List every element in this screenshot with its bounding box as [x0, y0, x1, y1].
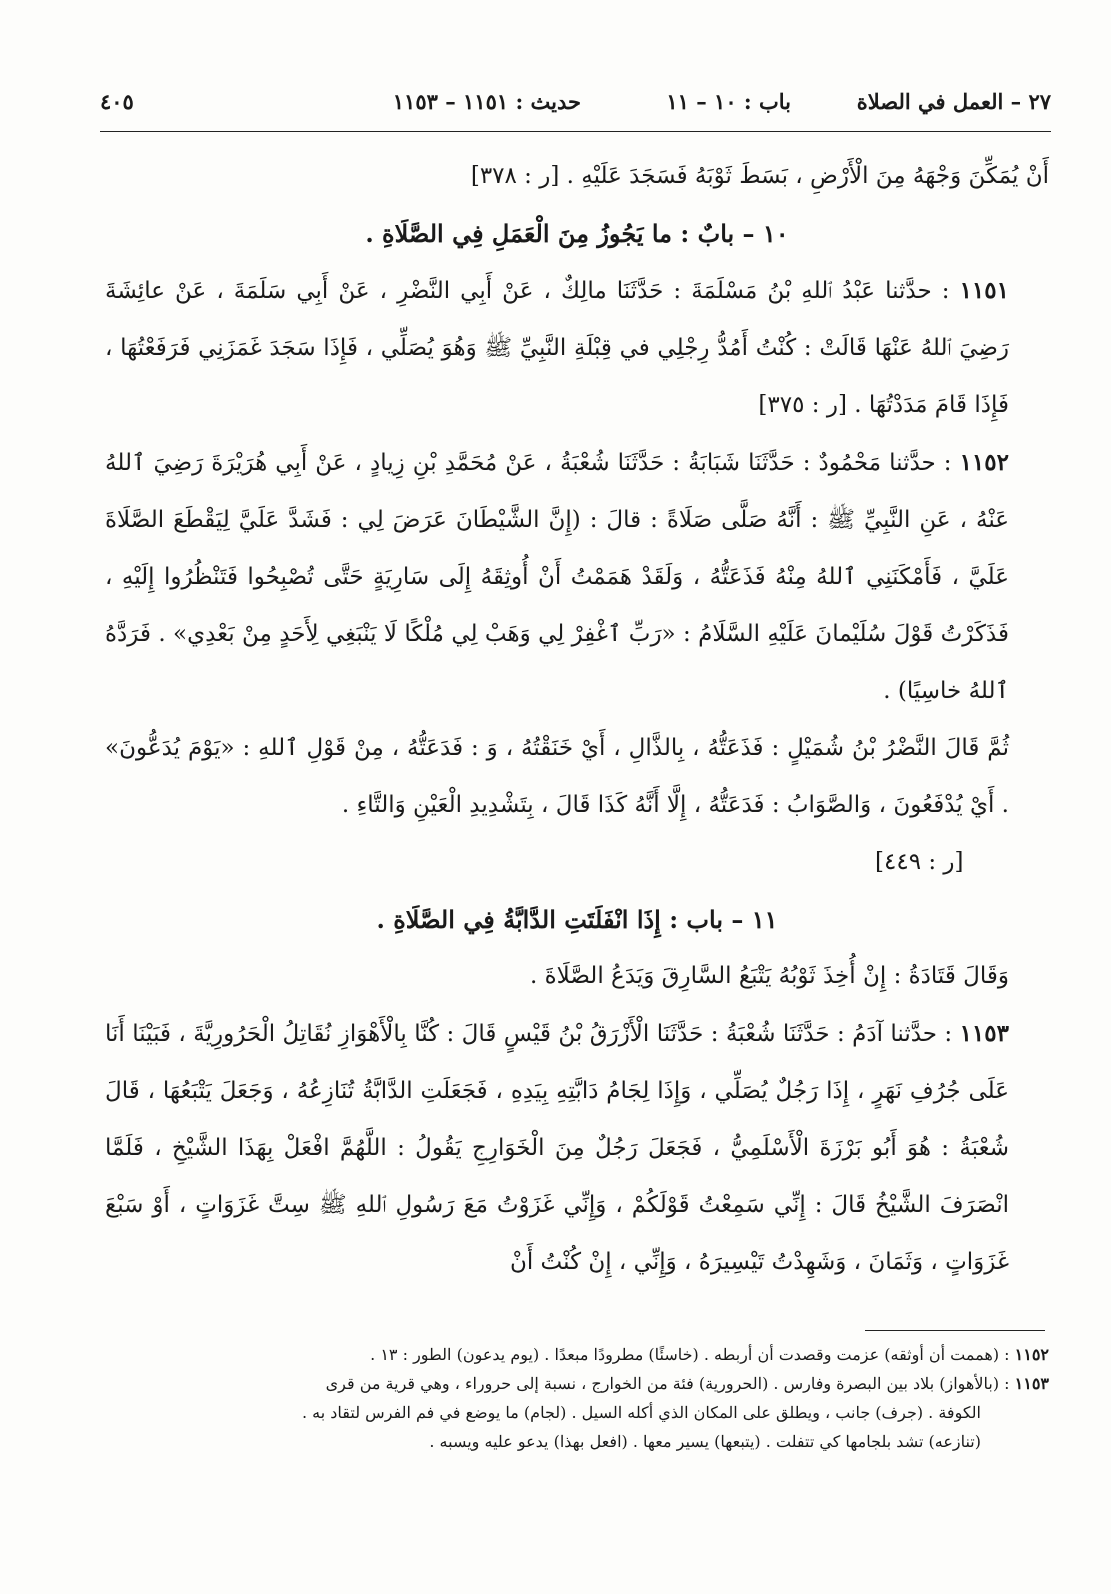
hadith-1153-text: : حدَّثنا آدَمُ : حَدَّثَنَا شُعْبَةُ : حَدَّثَنَا الْأَزْرَقُ بْنُ قَيْسٍ قَالَ : كُنَّا بِالْأَهْوَازِ نُقَاتِلُ الْحَرُورِيَّةَ ، فَبَيْنَا أَنَا عَلَى جُرُفِ نَهَرٍ ، إِذَا رَجُلٌ يُصَلِّي ، وَإِذَا لِجَامُ دَابَّتِهِ بِيَدِهِ ، فَجَعَلَتِ الدَّابَّةُ تُنَازِعُهُ ، وَجَعَلَ يَتْبَعُهَا ، قَالَ شُعْبَةُ : هُوَ أَبُو بَرْزَةَ الْأَسْلَمِيُّ ، فَجَعَلَ رَجُلٌ مِنَ الْخَوَارِجِ يَقُولُ : اللَّهُمَّ افْعَلْ بِهَذَا الشَّيْخِ ، فَلَمَّا انْصَرَفَ الشَّيْخُ قَالَ : إِنِّي سَمِعْتُ قَوْلَكُمْ ، وَإِنِّي غَزَوْتُ مَعَ رَسُولِ ٱللهِ ﷺ سِتَّ غَزَوَاتٍ ، أَوْ سَبْعَ غَزَوَاتٍ ، وَثَمَانَ ، وَشَهِدْتُ تَيْسِيرَهُ ، وَإِنِّي ، إِنْ كُنْتُ أَنْ: [105, 1021, 1009, 1275]
nadr-reference: [105, 834, 1049, 891]
intro-line: أَنْ يُمَكِّنَ وَجْهَهُ مِنَ الْأَرْضِ ، بَسَطَ ثَوْبَهُ فَسَجَدَ عَلَيْهِ . [ر : ٣٧٨]: [470, 163, 1049, 189]
hadith-1152: [105, 434, 1049, 720]
nadr-reference-text: [ر : ٤٤٩]: [875, 849, 964, 875]
hadith-1153: [105, 1005, 1049, 1291]
bab-10-title: ١٠ – بابٌ : ما يَجُوزُ مِنَ الْعَمَلِ فِي الصَّلَاةِ .: [365, 219, 789, 248]
qatada-statement: وَقَالَ قَتَادَةُ : إِنْ أُخِذَ ثَوْبُهُ يَتْبَعُ السَّارِقَ وَيَدَعُ الصَّلَاةَ .: [529, 963, 1009, 989]
page-number: ٤٠٥: [100, 89, 134, 114]
footnote-rule: [865, 1330, 1045, 1331]
bab-11-title: ١١ – باب : إِذَا انْفَلَتَتِ الدَّابَّةُ فِي الصَّلَاةِ .: [376, 905, 778, 934]
running-header: [100, 82, 1051, 122]
hadith-1152-number: ١١٥٢: [959, 449, 1009, 476]
header-chapter-title: ٢٧ – العمل في الصلاة: [856, 89, 1051, 114]
footnote-1152-text: : (هممت أن أوثقه) عزمت وقصدت أن أربطه . (خاسئًا) مطرودًا مبعدًا . (يوم يدعون) الطور : ١٣ .: [370, 1345, 1015, 1364]
footnote-1153-continued-2: (تنازعه) تشد بلجامها كي تتفلت . (يتبعها) يسير معها . (افعل بهذا) يدعو عليه ويسبه .: [429, 1432, 981, 1451]
header-bab-range: باب : ١٠ – ١١: [666, 89, 791, 114]
hadith-1151-text: : حدَّثنا عَبْدُ ٱللهِ بْنُ مَسْلَمَةَ : حَدَّثَنَا مالِكٌ ، عَنْ أَبِي النَّضْرِ ، عَنْ أَبِي سَلَمَةَ ، عَنْ عائِشَةَ رَضِيَ ٱللهُ عَنْهَا قَالَتْ : كُنْتُ أَمُدُّ رِجْلِي في قِبْلَةِ النَّبِيِّ ﷺ وَهُوَ يُصَلِّي ، فَإِذَا سَجَدَ غَمَزَنِي فَرَفَعْتُهَا ، فَإِذَا قَامَ مَدَدْتُهَا . [ر : ٣٧٥]: [105, 278, 1009, 418]
main-text: [105, 148, 1049, 1291]
footnote-1153: [118, 1369, 1049, 1398]
footnote-1153-continued-1: الكوفة . (جرف) جانب ، ويطلق على المكان الذي أكله السيل . (لجام) ما يوضع في فم الفرس لتقاد به .: [302, 1403, 981, 1422]
footnote-1153-number: ١١٥٣: [1014, 1374, 1049, 1393]
footnotes: [118, 1340, 1049, 1456]
hadith-1153-number: ١١٥٣: [959, 1020, 1009, 1047]
nadr-commentary: ثُمَّ قَالَ النَّضْرُ بْنُ شُمَيْلٍ : فَذَعَتُّهُ ، بِالذَّالِ ، أَيْ خَنَقْتُهُ ، وَ : فَدَعَتُّهُ ، مِنْ قَوْلِ ٱللهِ : «يَوْمَ يُدَعُّونَ» . أَيْ يُدْفَعُونَ ، وَالصَّوَابُ : فَدَعَتُّهُ ، إِلَّا أَنَّهُ كَذَا قَالَ ، بِتَشْدِيدِ الْعَيْنِ وَالتَّاءِ .: [105, 735, 1009, 818]
hadith-1152-text: : حدَّثنا مَحْمُودٌ : حَدَّثَنَا شَبَابَةُ : حَدَّثَنَا شُعْبَةُ ، عَنْ مُحَمَّدِ بْنِ زِيادٍ ، عَنْ أَبِي هُرَيْرَةَ رَضِيَ ٱللهُ عَنْهُ ، عَنِ النَّبِيِّ ﷺ : أَنَّهُ صَلَّى صَلَاةً : قالَ : (إِنَّ الشَّيْطَانَ عَرَضَ لِي : فَشَدَّ عَلَيَّ لِيَقْطَعَ الصَّلَاةَ عَلَيَّ ، فَأَمْكَنَنِي ٱللهُ مِنْهُ فَذَعَتُّهُ ، وَلَقَدْ هَمَمْتُ أَنْ أُوثِقَهُ إِلَى سَارِيَةٍ حَتَّى تُصْبِحُوا فَتَنْظُرُوا إِلَيْهِ ، فَذَكَرْتُ قَوْلَ سُلَيْمانَ عَلَيْهِ السَّلَامُ : «رَبِّ ٱغْفِرْ لِي وَهَبْ لِي مُلْكًا لَا يَنْبَغِي لِأَحَدٍ مِنْ بَعْدِي» . فَرَدَّهُ ٱللهُ خاسِيًا) .: [105, 450, 1009, 704]
footnote-1152-number: ١١٥٢: [1014, 1345, 1049, 1364]
hadith-1151: [105, 262, 1049, 434]
header-rule: [100, 131, 1051, 132]
header-hadith-range: حديث : ١١٥١ – ١١٥٣: [392, 89, 581, 114]
hadith-1151-number: ١١٥١: [959, 277, 1009, 304]
footnote-1153-text: : (بالأهواز) بلاد بين البصرة وفارس . (الحرورية) فئة من الخوارج ، نسبة إلى حروراء ، وهي قرية من قرى: [325, 1374, 1015, 1393]
footnote-1152: [118, 1340, 1049, 1369]
